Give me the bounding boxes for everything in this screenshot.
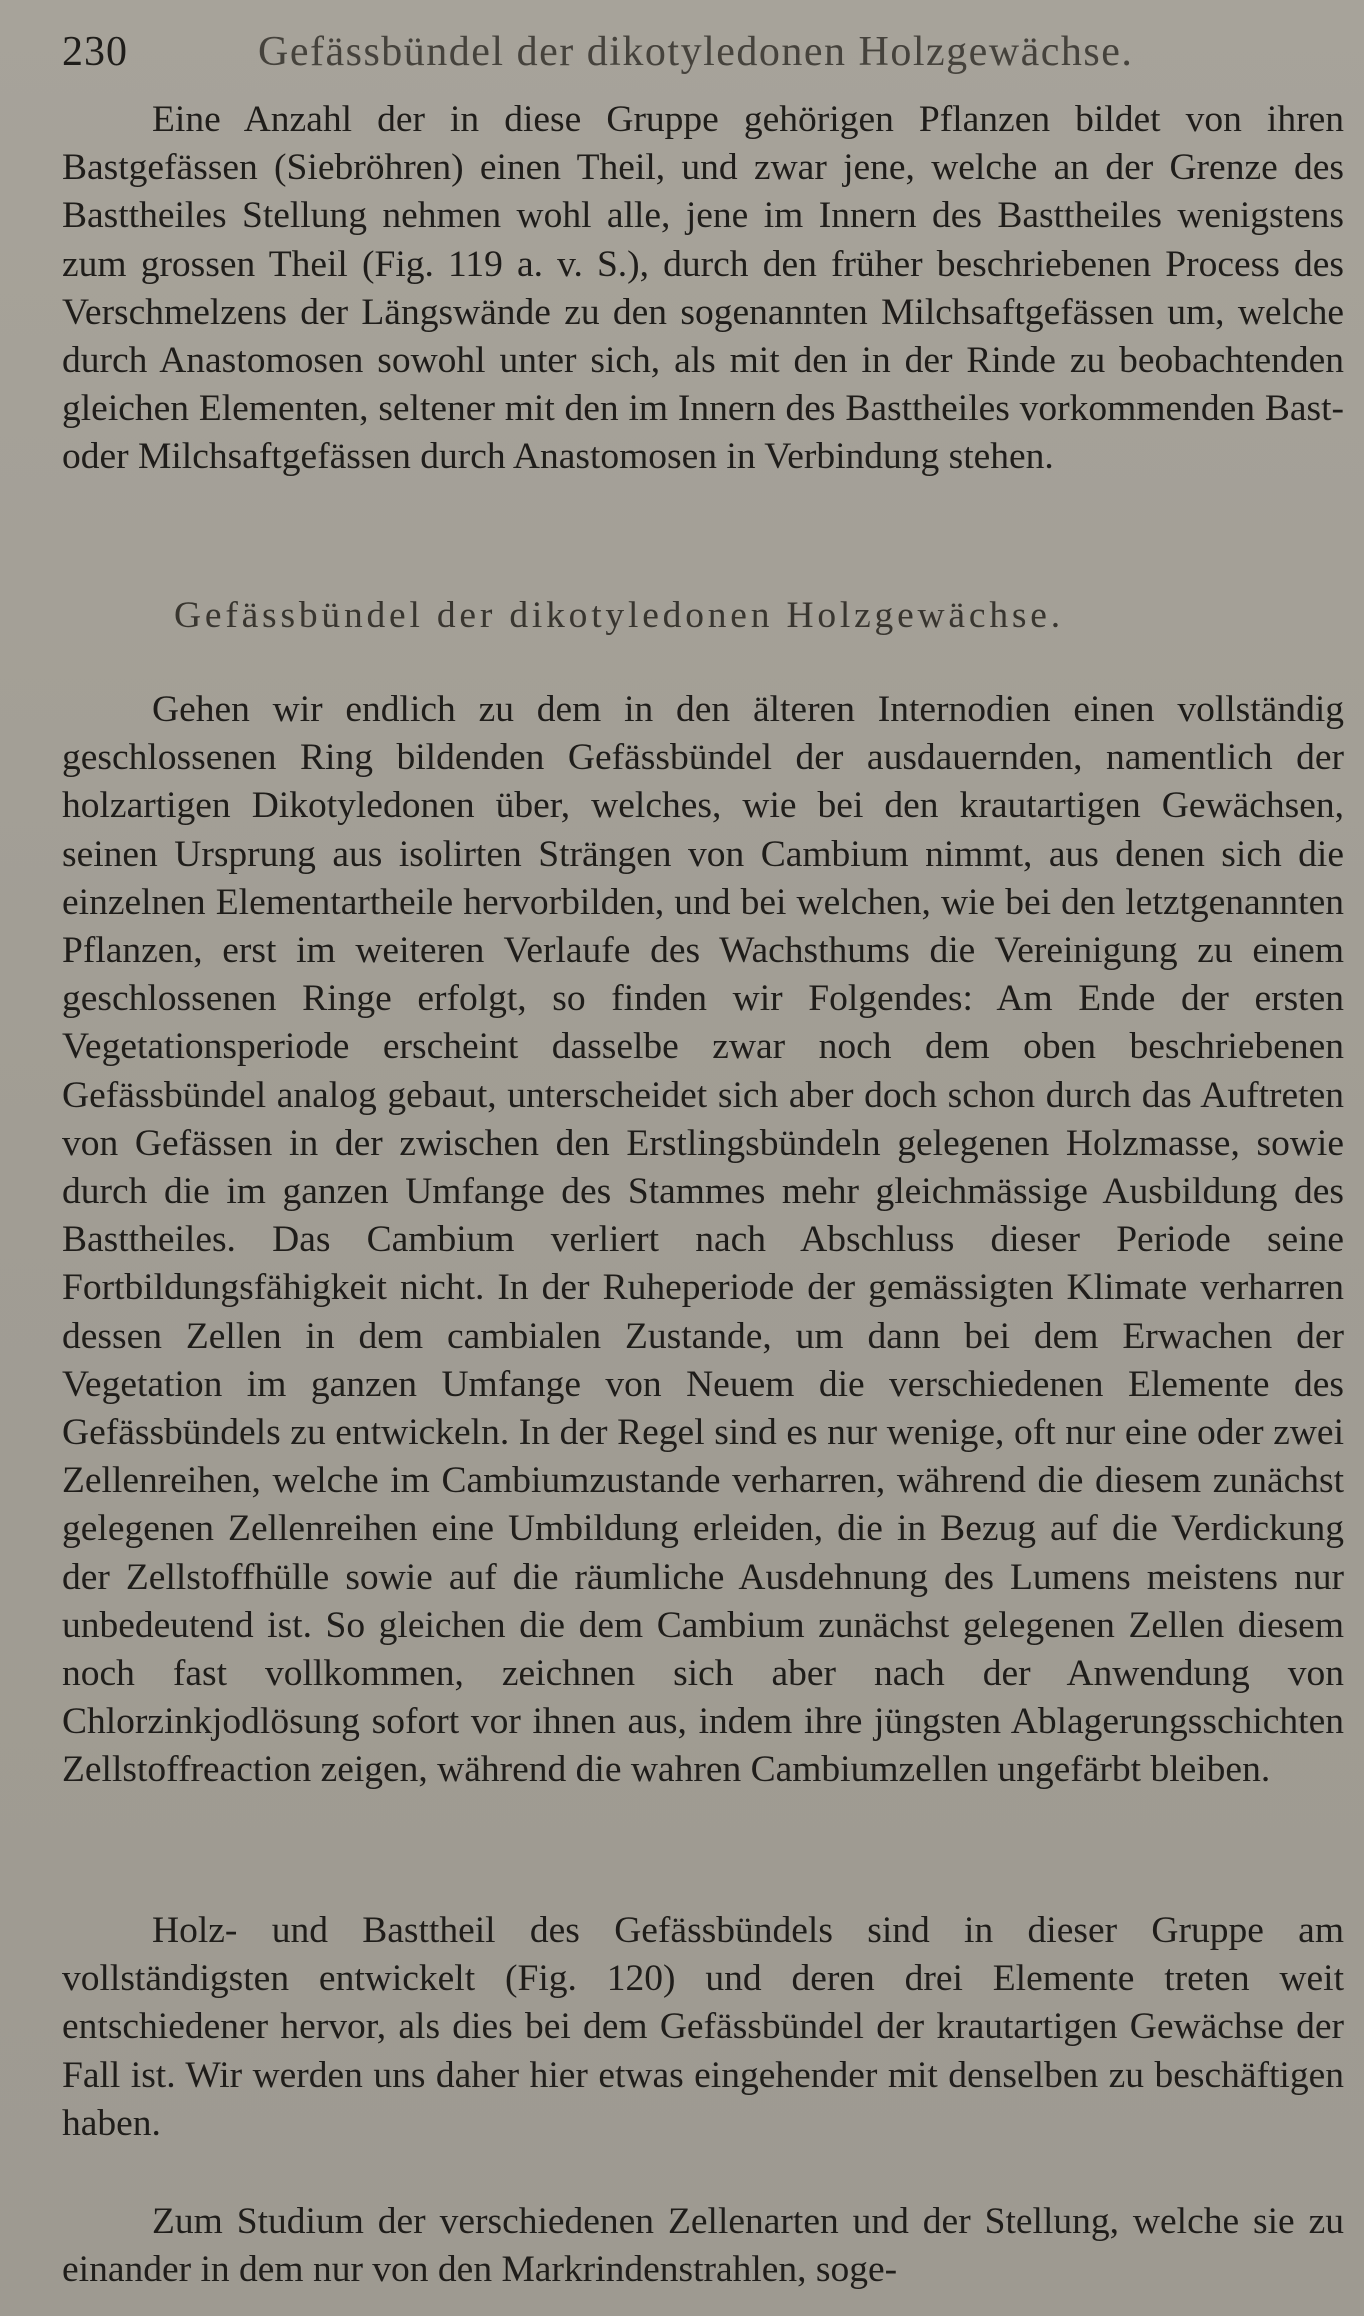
paragraph-zellenarten: Zum Studium der verschiedenen Zellenarten und der Stellung, welche sie zu einander in dem nur von den Markrindenstrahlen, soge- (62, 2201, 1344, 2291)
book-page (62, 22, 1344, 2302)
section-heading: Gefässbündel der dikotyledonen Holzgewächse. (174, 595, 1064, 636)
page-number: 230 (62, 29, 128, 75)
running-head (62, 28, 1344, 88)
paragraph-milchsaftgefaesse: Eine Anzahl der in diese Gruppe gehörigen Pflanzen bildet von ihren Bastgefässen (Siebröhren) einen Theil, und zwar jene, welche an der Grenze des Basttheiles Stellung nehmen wohl alle, jene im Innern des Basttheiles wenigstens zum grossen Theil (Fig. 119 a. v. S.), durch den früher beschriebenen Process des Verschmelzens der Längswände zu den sogenannten Milchsaftgefässen um, welche durch Anastomosen sowohl unter sich, als mit den in der Rinde zu beobachtenden gleichen Elementen, seltener mit den im Innern des Basttheiles vorkommenden Bast- oder Milchsaftgefässen durch Anastomosen in Verbindung stehen. (62, 99, 1344, 478)
paragraph-holz-basttheil: Holz- und Basttheil des Gefässbündels sind in dieser Gruppe am vollständigsten entwickelt (Fig. 120) und deren drei Elemente treten weit entschiedener hervor, als dies bei dem Gefässbündel der krautartigen Gewächse der Fall ist. Wir werden uns daher hier etwas eingehender mit denselben zu beschäftigen haben. (62, 1910, 1344, 2144)
running-title: Gefässbündel der dikotyledonen Holzgewächse. (258, 29, 1134, 75)
paragraph-holzgewaechse-intro: Gehen wir endlich zu dem in den älteren Internodien einen vollständig geschlossenen Ring bildenden Gefässbündel der ausdauernden, namentlich der holzartigen Dikotyledonen über, welches, wie bei den krautartigen Gewächsen, seinen Ursprung aus isolirten Strängen von Cambium nimmt, aus denen sich die einzelnen Elementartheile hervorbilden, und bei welchen, wie bei den letztgenannten Pflanzen, erst im weiteren Verlaufe des Wachsthums die Vereinigung zu einem geschlossenen Ringe erfolgt, so finden wir Folgendes: Am Ende der ersten Vegetationsperiode erscheint dasselbe zwar noch dem oben beschriebenen Gefässbündel analog gebaut, unterscheidet sich aber doch schon durch das Auftreten von Gefässen in der zwischen den Erstlingsbündeln gelegenen Holzmasse, sowie durch die im ganzen Umfange des Stammes mehr gleichmässige Ausbildung des Basttheiles. Das Cambium verliert nach Abschluss dieser Periode seine Fortbildungsfähigkeit nicht. In der Ruheperiode der gemässigten Klimate verharren dessen Zellen in dem cambialen Zustande, um dann bei dem Erwachen der Vegetation im ganzen Umfange von Neuem die verschiedenen Elemente des Gefässbündels zu entwickeln. In der Regel sind es nur wenige, oft nur eine oder zwei Zellenreihen, welche im Cambiumzustande verharren, während die diesem zunächst gelegenen Zellenreihen eine Umbildung erleiden, die in Bezug auf die Verdickung der Zellstoffhülle sowie auf die räumliche Ausdehnung des Lumens meistens nur unbedeutend ist. So gleichen die dem Cambium zunächst gelegenen Zellen diesem noch fast vollkommen, zeichnen sich aber nach der Anwendung von Chlorzinkjodlösung sofort vor ihnen aus, indem ihre jüngsten Ablagerungsschichten Zellstoffreaction zeigen, während die wahren Cambiumzellen ungefärbt bleiben. (62, 689, 1344, 1791)
